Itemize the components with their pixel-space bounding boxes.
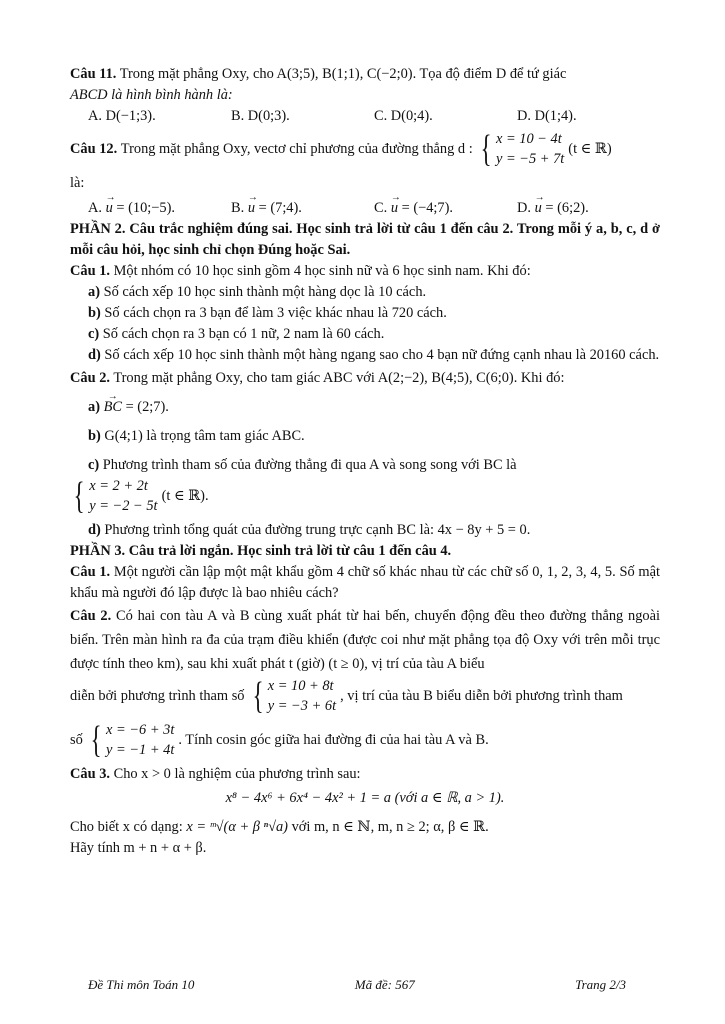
question-text: diễn bởi phương trình tham số <box>70 687 245 704</box>
part-2-heading: PHẦN 2. Câu trắc nghiệm đúng sai. Học sinh trả lời từ câu 1 đến câu 2. Trong mỗi ý a, b, c, d ở mỗi câu hỏi, học sinh chỉ chọn Đúng hoặc Sai. <box>70 221 660 258</box>
statement-key: d) <box>88 347 101 363</box>
equation: x⁸ − 4x⁶ + 6x⁴ − 4x² + 1 = a (với a ∈ ℝ, a > 1). <box>225 790 505 806</box>
statement-b <box>70 303 660 324</box>
option-letter: C. <box>374 200 388 216</box>
radical-expression: x = ᵐ√(α + β ⁿ√a) <box>186 819 288 836</box>
parametric-system <box>477 129 565 169</box>
part3-question-3 <box>70 764 660 785</box>
statement-key: c) <box>88 457 100 473</box>
ship-a-equation-row <box>70 676 660 716</box>
question-text: Một người cần lập một mật khẩu gồm 4 chữ số khác nhau từ các chữ số 0, 1, 2, 3, 4, 5. Số mật khẩu mà người đó lập được là bao nhiêu cách? <box>70 564 661 601</box>
statement-key: b) <box>88 428 101 444</box>
statement-a <box>70 282 660 303</box>
solution-form <box>70 817 660 838</box>
footer-page-number: Trang 2/3 <box>575 977 626 992</box>
option-b[interactable] <box>231 198 374 219</box>
footer-exam-code: Mã đề: 567 <box>354 977 415 992</box>
option-letter: B. <box>231 200 245 216</box>
part3-question-2 <box>70 604 660 676</box>
parameter-domain: (t ∈ ℝ) <box>568 140 612 157</box>
question-label: Câu 1. <box>70 263 110 279</box>
question-label: Câu 3. <box>70 766 110 782</box>
statement-text: G(4;1) là trọng tâm tam giác ABC. <box>104 428 305 444</box>
question-label: Câu 12. <box>70 140 118 157</box>
exam-page <box>70 64 660 859</box>
vector-symbol: → u <box>535 198 542 219</box>
option-b[interactable]: B. D(0;3). <box>231 108 290 124</box>
brace: { <box>90 719 102 761</box>
option-value: = (10;−5). <box>112 200 176 216</box>
question-text: Trong mặt phẳng Oxy, cho tam giác ABC với A(2;−2), B(4;5), C(6;0). Khi đó: <box>113 370 565 386</box>
option-d[interactable]: D. D(1;4). <box>517 108 577 124</box>
question-text: Cho x > 0 là nghiệm của phương trình sau: <box>113 766 361 782</box>
brace: { <box>73 475 85 517</box>
statement-key: c) <box>88 326 100 342</box>
question-text: với m, n ∈ ℕ, m, n ≥ 2; α, β ∈ ℝ. <box>291 819 489 835</box>
statement-text: Số cách chọn ra 3 bạn có 1 nữ, 2 nam là 60 cách. <box>102 326 385 342</box>
brace: { <box>252 675 264 717</box>
vector-symbol: → u <box>106 198 113 219</box>
statement-text: Số cách xếp 10 học sinh thành một hàng dọc là 10 cách. <box>103 284 427 300</box>
ship-b-equation-row <box>70 720 660 760</box>
vector-symbol: → BC <box>104 397 122 418</box>
equation-line: x = 10 + 8t <box>267 678 334 694</box>
equation-line: y = −2 − 5t <box>89 498 158 514</box>
statement-a <box>70 397 660 418</box>
question-text-cont: ABCD là hình bình hành là: <box>70 87 233 103</box>
answer-options-12 <box>70 198 660 219</box>
question-12 <box>70 129 660 169</box>
question-text: Cho biết x có dạng: <box>70 819 183 835</box>
statement-text: = (2;7). <box>122 399 169 415</box>
statement-text: Phương trình tổng quát của đường trung trực cạnh BC là: 4x − 8y + 5 = 0. <box>104 522 531 538</box>
parametric-system-row <box>70 476 660 516</box>
vector-symbol: → u <box>248 198 255 219</box>
statement-d <box>70 520 660 541</box>
statement-b <box>70 426 660 447</box>
question-label: Câu 11. <box>70 66 117 82</box>
question-text: Một nhóm có 10 học sinh gồm 4 học sinh nữ và 6 học sinh nam. Khi đó: <box>113 263 531 279</box>
option-value: = (−4;7). <box>398 200 454 216</box>
question-text: Trong mặt phẳng Oxy, cho A(3;5), B(1;1), C(−2;0). Tọa độ điểm D để tứ giác <box>119 66 567 82</box>
parametric-system <box>87 720 175 760</box>
page-footer <box>88 974 626 995</box>
statement-key: a) <box>88 399 100 415</box>
option-c[interactable] <box>374 198 517 219</box>
statement-text: Phương trình tham số của đường thẳng đi qua A và song song với BC là <box>102 457 517 473</box>
statement-text: Số cách chọn ra 3 bạn để làm 3 việc khác nhau là 720 cách. <box>104 305 447 321</box>
statement-d <box>70 345 660 366</box>
parametric-system <box>249 676 337 716</box>
part-3-heading: PHẦN 3. Câu trả lời ngắn. Học sinh trả lời từ câu 1 đến câu 4. <box>70 543 452 559</box>
option-c[interactable]: C. D(0;4). <box>374 108 433 124</box>
question-text: Có hai con tàu A và B cùng xuất phát từ hai bến, chuyển động đều theo đường thẳng ngoài biển. Trên màn hình ra đa của trạm điều khiển (được coi như mặt phẳng tọa độ Oxy với trên mỗi trục được tính theo km), sau khi xuất phát t (giờ) (t ≥ 0), vị trí của tàu A biểu <box>70 608 660 672</box>
question-text: . Tính cosin góc giữa hai đường đi của hai tàu A và B. <box>178 731 489 748</box>
question-label: Câu 2. <box>70 370 110 386</box>
question-label: Câu 2. <box>70 608 112 624</box>
question-text: Trong mặt phẳng Oxy, vectơ chỉ phương của đường thẳng d : <box>120 140 473 157</box>
equation-line: y = −5 + 7t <box>495 151 565 167</box>
parameter-domain: (t ∈ ℝ). <box>161 487 209 504</box>
part3-question-1 <box>70 562 660 604</box>
question-text-cont: là: <box>70 175 85 191</box>
question-label: Câu 1. <box>70 564 111 580</box>
statement-text: Số cách xếp 10 học sinh thành một hàng ngang sao cho 4 bạn nữ đứng cạnh nhau là 20160 cách. <box>104 347 660 363</box>
statement-key: b) <box>88 305 101 321</box>
equation-line: x = −6 + 3t <box>106 722 175 738</box>
statement-c <box>70 455 660 476</box>
option-letter: D. <box>517 200 531 216</box>
option-letter: A. <box>88 200 102 216</box>
equation-line: y = −1 + 4t <box>106 742 175 758</box>
answer-options-11 <box>70 106 660 127</box>
equation-line: x = 2 + 2t <box>89 478 148 494</box>
option-a[interactable] <box>88 198 231 219</box>
question-11 <box>70 64 660 85</box>
part2-question-2 <box>70 368 660 389</box>
option-value: = (7;4). <box>255 200 302 216</box>
option-value: = (6;2). <box>541 200 589 216</box>
statement-key: d) <box>88 522 101 538</box>
statement-key: a) <box>88 284 100 300</box>
parametric-system <box>70 476 158 516</box>
option-d[interactable] <box>517 198 660 219</box>
equation-line: x = 10 − 4t <box>495 131 562 147</box>
question-ask: Hãy tính m + n + α + β. <box>70 840 207 857</box>
brace: { <box>480 128 492 170</box>
question-text: số <box>70 731 83 748</box>
part2-question-1 <box>70 261 660 282</box>
question-text: , vị trí của tàu B biểu diễn bởi phương trình tham <box>340 687 623 704</box>
option-a[interactable]: A. D(−1;3). <box>88 108 156 124</box>
equation-line: y = −3 + 6t <box>267 698 337 714</box>
vector-symbol: → u <box>391 198 398 219</box>
statement-c <box>70 324 660 345</box>
footer-subject: Đề Thi môn Toán 10 <box>88 977 195 992</box>
